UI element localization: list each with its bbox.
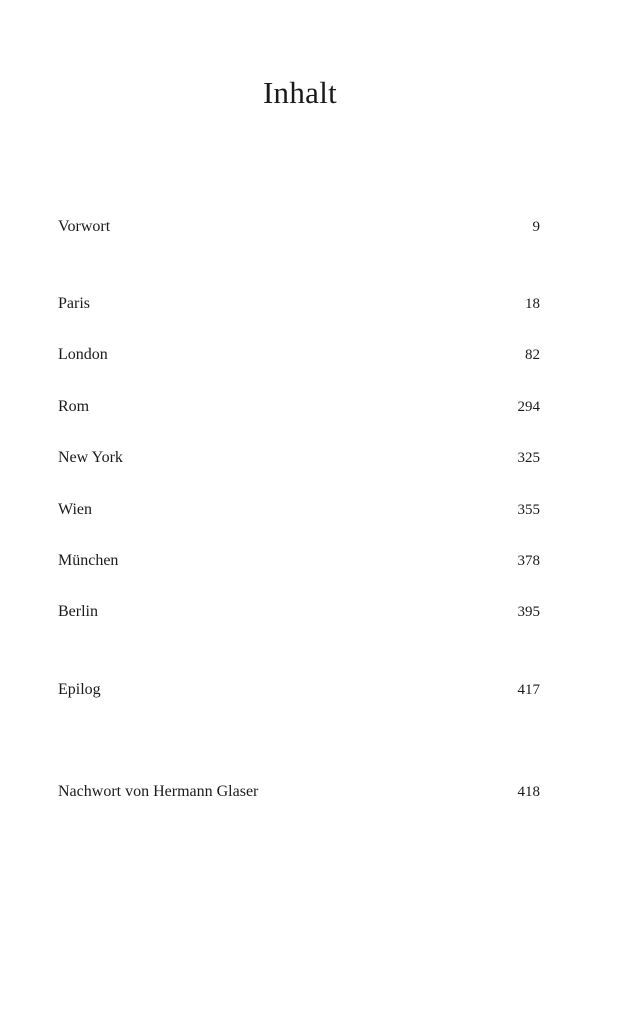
toc-entry-epilog	[58, 679, 540, 701]
toc-entry-nachwort	[58, 781, 540, 803]
toc-entry-new-york	[58, 447, 540, 469]
toc-entry-label: Wien	[58, 501, 93, 518]
toc-entry-page-number: 418	[517, 784, 540, 800]
toc-entry-muenchen	[58, 550, 540, 572]
toc-entry-vorwort	[58, 216, 540, 238]
toc-entry-rom	[58, 396, 540, 418]
toc-entry-berlin	[58, 601, 540, 623]
toc-entry-label: Paris	[58, 295, 90, 312]
toc-entry-label: London	[58, 346, 108, 363]
toc-entry-page-number: 9	[532, 219, 540, 235]
toc-entry-label: New York	[58, 449, 123, 466]
toc-entry-page-number: 378	[517, 553, 540, 569]
toc-entry-page-number: 417	[517, 682, 540, 698]
toc-entry-label: Berlin	[58, 603, 98, 620]
toc-entry-label: Nachwort von Hermann Glaser	[58, 783, 259, 800]
toc-entry-label: Vorwort	[58, 218, 111, 235]
toc-entry-label: Epilog	[58, 681, 101, 698]
toc-entry-page-number: 82	[525, 347, 540, 363]
page-title: Inhalt	[262, 75, 338, 110]
toc-entry-page-number: 395	[517, 604, 540, 620]
toc-entry-page-number: 294	[517, 399, 540, 415]
toc-entry-page-number: 325	[517, 450, 540, 466]
toc-entry-label: München	[58, 552, 119, 569]
toc-entry-page-number: 355	[517, 502, 540, 518]
toc-entry-paris	[58, 293, 540, 315]
toc-entry-london	[58, 344, 540, 366]
toc-entry-label: Rom	[58, 398, 90, 415]
toc-entry-wien	[58, 499, 540, 521]
toc-entry-page-number: 18	[525, 296, 540, 312]
